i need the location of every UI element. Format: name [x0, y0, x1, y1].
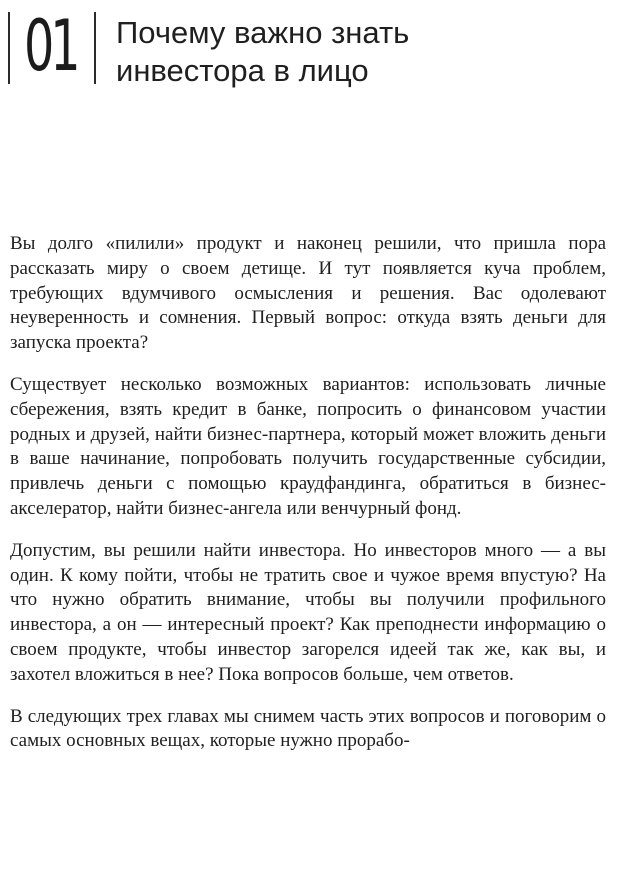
chapter-divider-left [8, 12, 10, 84]
paragraph-3: Допустим, вы решили найти инвестора. Но инвесторов много — а вы один. К кому пойти, чтобы не тратить свое и чужое время впустую? На что нужно обратить внимание, чтобы вы получили профильного инвестора, а он — интересный проект? Как преподнести информацию о своем продукте, чтобы инвестор загорелся идеей так же, как вы, и захотел вложиться в нее? Пока вопросов больше, чем ответов. [10, 539, 606, 685]
chapter-title-line-2: инвестора в лицо [116, 53, 369, 88]
paragraph-4: В следующих трех главах мы снимем часть этих вопросов и поговорим о самых основных вещах, которые нужно прорабо- [10, 705, 606, 752]
paragraph-2: Существует несколько возможных вариантов: использовать личные сбережения, взять кредит в банке, попросить о финансовом участии родных и друзей, найти бизнес-партнера, который может вложить деньги в ваше начинание, попробовать получить государственные субсидии, привлечь деньги с помощью краудфандинга, обратиться в бизнес-акселератор, найти бизнес-ангела или венчурный фонд. [10, 373, 606, 519]
chapter-title [116, 14, 596, 90]
paragraph-1: Вы долго «пилили» продукт и наконец решили, что пришла пора рассказать миру о своем детище. И тут появляется куча проблем, требующих вдумчивого осмысления и решения. Вас одолевают неуверенность и сомнения. Первый вопрос: откуда взять деньги для запуска проекта? [10, 233, 606, 354]
chapter-divider-right [94, 12, 96, 84]
chapter-header [8, 5, 608, 88]
body-text [10, 232, 606, 771]
chapter-title-line-1: Почему важно знать [116, 15, 410, 50]
chapter-number: 01 [24, 5, 77, 87]
